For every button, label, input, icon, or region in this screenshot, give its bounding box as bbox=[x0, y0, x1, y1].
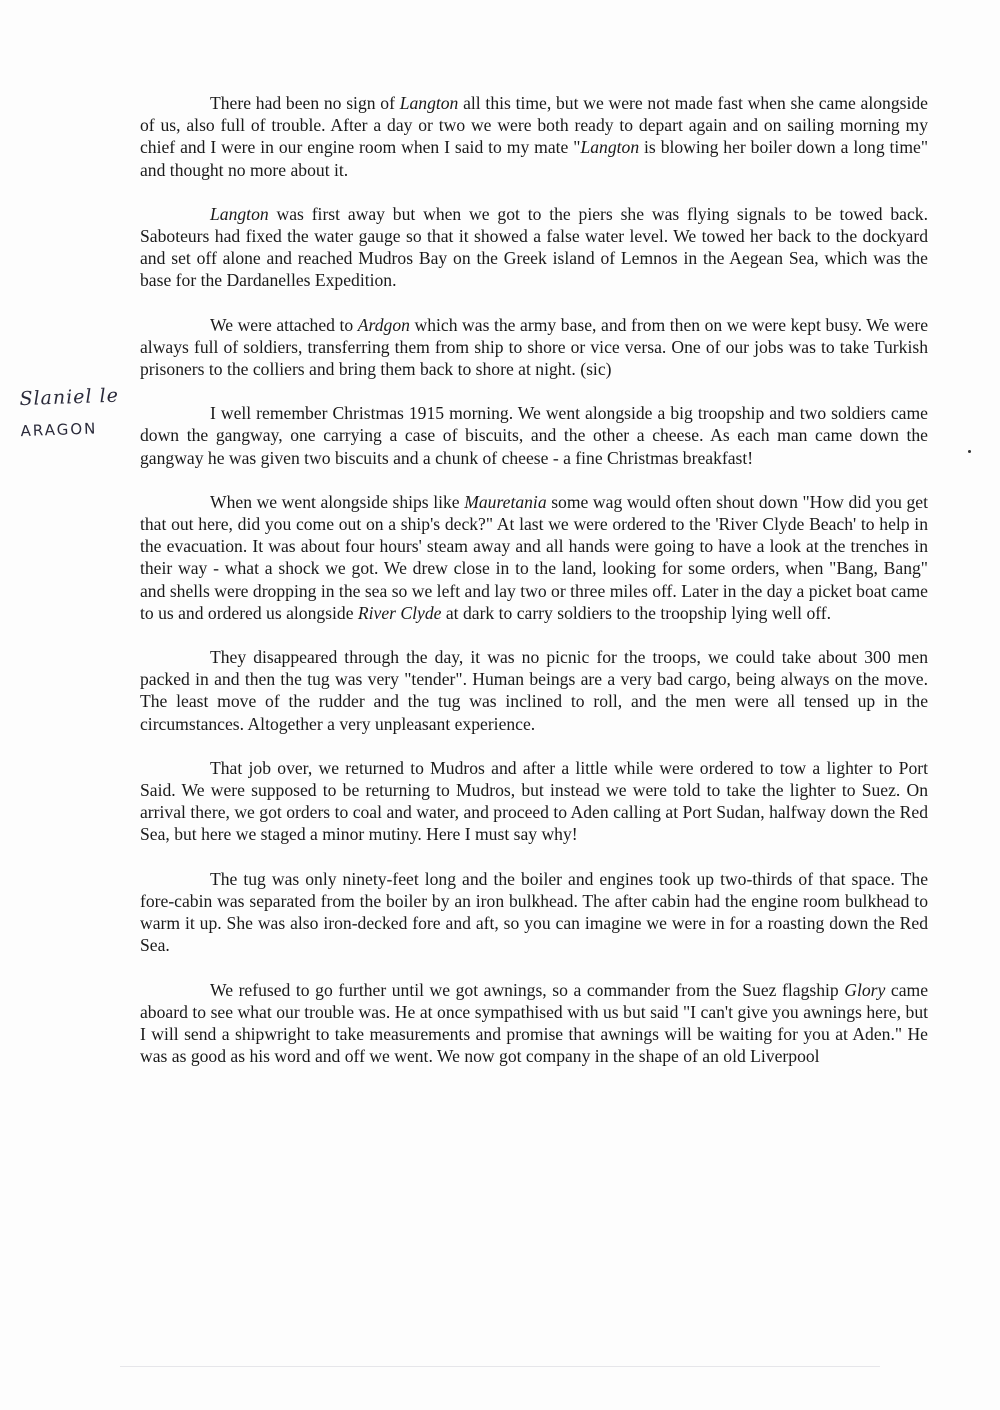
italic-run: Langton bbox=[210, 203, 269, 224]
scan-speck bbox=[968, 450, 971, 453]
text-run: The tug was only ninety-feet long and the boiler and engines took up two-thirds of that space. The fore-cabin was separated from the boiler by an iron bulkhead. The after cabin had the engine room bulkhead to warm it up. She was also iron-decked fore and aft, so you can imagine we were in for a roasting down the Red Sea. bbox=[140, 868, 928, 956]
text-run: We were attached to bbox=[210, 314, 358, 335]
italic-run: Mauretania bbox=[464, 491, 547, 512]
body-text bbox=[140, 92, 928, 1089]
paragraph-9 bbox=[140, 979, 928, 1068]
text-run: That job over, we returned to Mudros and after a little while were ordered to tow a lighter to Port Said. We were supposed to be returning to Mudros, but instead we were told to take the lighter to Suez. On arrival there, we got orders to coal and water, and proceed to Aden calling at Port Sudan, halfway down the Red Sea, but here we staged a minor mutiny. Here I must say why! bbox=[140, 757, 928, 845]
text-run: some wag would often shout down "How did you get that out here, did you come out on a ship's deck?" At last we were ordered to the 'River Clyde Beach' to help in the evacuation. It was about four hours' steam away and all hands were going to have a look at the trenches in their way - what a shock we got. We drew close in to the land, looking for some orders, when "Bang, Bang" and shells were dropping in the sea so we left and lay two or three miles off. Later in the day a picket boat came to us and ordered us alongside bbox=[140, 491, 928, 623]
paragraph-1 bbox=[140, 92, 928, 181]
text-run: is blowing her boiler down a long time" and thought no more about it. bbox=[140, 137, 928, 180]
text-run: There had been no sign of bbox=[210, 93, 400, 113]
italic-run: Ardgon bbox=[357, 314, 410, 335]
text-run: They disappeared through the day, it was no picnic for the troops, we could take about 300 men packed in and then the tug was very "tender". Human beings are a very bad cargo, being always on the move. The least move of the rudder and the tug was inclined to roll, and the men were all tensed up in the circumstances. Altogether a very unpleasant experience. bbox=[140, 647, 928, 734]
text-run: which was the army base, and from then on we were kept busy. We were always full of soldiers, transferring them from ship to shore or vice versa. One of our jobs was to take Turkish prisoners to the colliers and bring them back to shore at night. (sic) bbox=[140, 314, 928, 380]
paragraph-7 bbox=[140, 757, 928, 846]
text-run: When we went alongside ships like bbox=[210, 491, 465, 512]
text-run: at dark to carry soldiers to the troopship lying well off. bbox=[441, 602, 832, 623]
italic-run: River Clyde bbox=[357, 602, 442, 623]
paragraph-4 bbox=[140, 402, 928, 469]
handwritten-margin-note bbox=[19, 384, 141, 440]
italic-run: Langton bbox=[580, 137, 640, 158]
scan-edge-line bbox=[120, 1366, 880, 1367]
italic-run: Langton bbox=[399, 93, 459, 113]
paragraph-8 bbox=[140, 868, 928, 957]
text-run: was first away but when we got to the piers she was flying signals to be towed back. Saboteurs had fixed the water gauge so that it showed a false water level. We towed her back to the dockyard and set off alone and reached Mudros Bay on the Greek island of Lemnos in the Aegean Sea, which was the base for the Dardanelles Expedition. bbox=[140, 203, 928, 291]
text-run: I well remember Christmas 1915 morning. We went alongside a big troopship and two soldiers came down the gangway, one carrying a case of biscuits, and the other a cheese. As each man came down the gangway he was given two biscuits and a chunk of cheese - a fine Christmas breakfast! bbox=[140, 403, 928, 468]
paragraph-6 bbox=[140, 646, 928, 735]
paragraph-5 bbox=[140, 491, 928, 624]
paragraph-2 bbox=[140, 203, 928, 292]
text-run: We refused to go further until we got awnings, so a commander from the Suez flagship bbox=[210, 979, 845, 1000]
text-run: all this time, but we were not made fast when she came alongside of us, also full of trouble. After a day or two we were both ready to depart again and on sailing morning my chief and I were in our engine room when I said to my mate " bbox=[140, 93, 928, 158]
italic-run: Glory bbox=[844, 979, 886, 1000]
margin-note-line-2: ARAGON bbox=[20, 419, 98, 441]
paragraph-3 bbox=[140, 314, 928, 381]
margin-note-line-1: Slaniel le bbox=[19, 384, 120, 411]
text-run: came aboard to see what our trouble was. He at once sympathised with us but said "I can't give you awnings here, but I will send a shipwright to take measurements and promise that awnings will be waiting for you at Aden." He was as good as his word and off we went. We now got company in the shape of an old Liverpool bbox=[140, 979, 929, 1067]
